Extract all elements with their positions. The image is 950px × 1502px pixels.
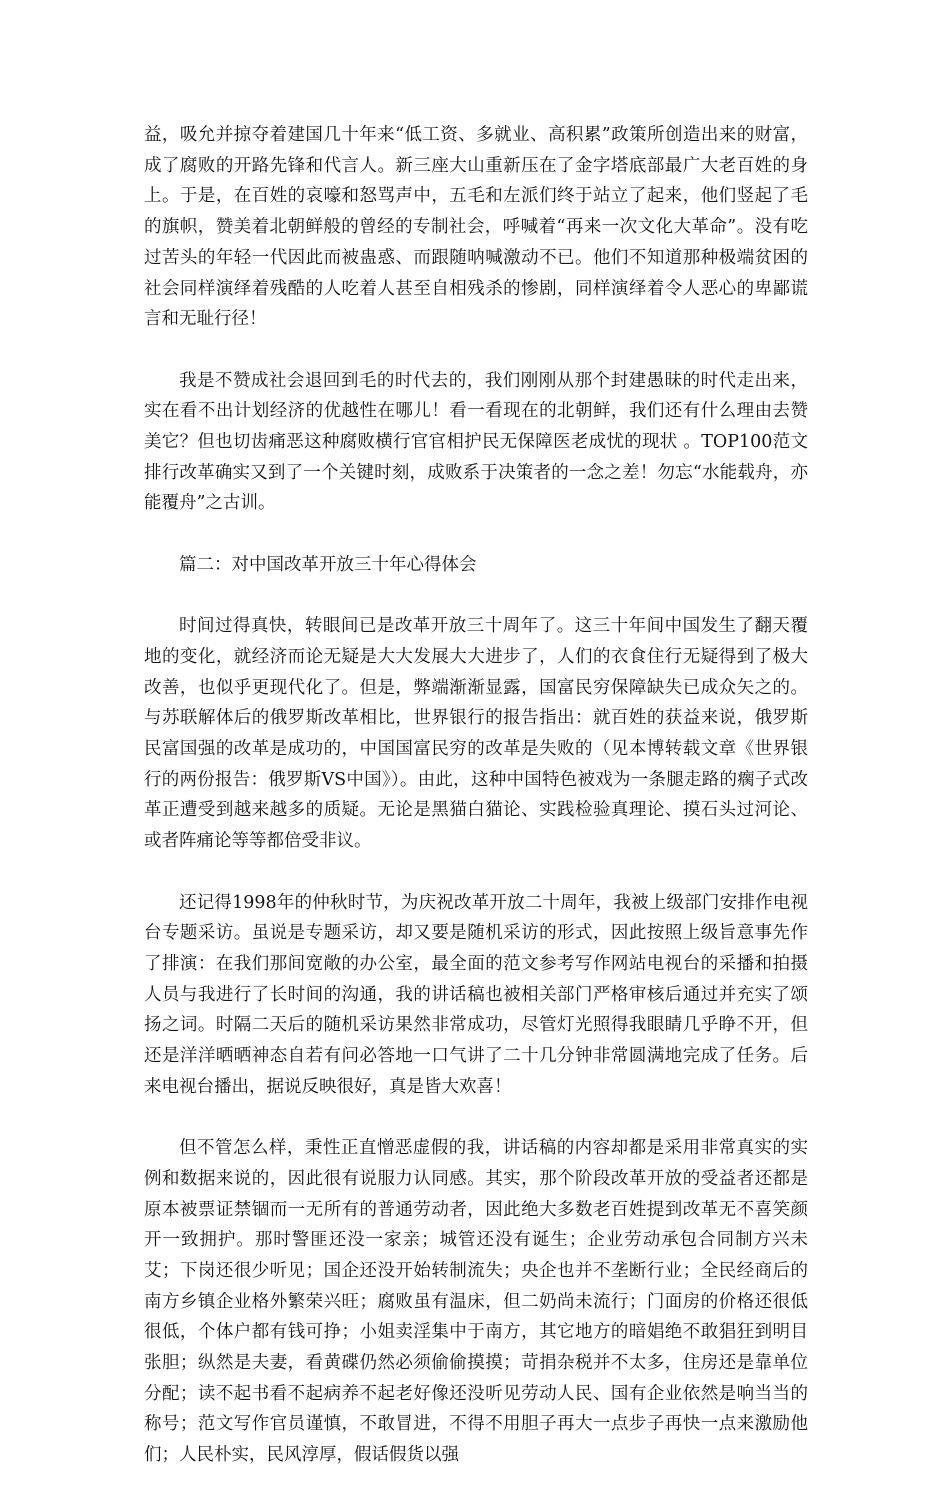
section-heading: 篇二：对中国改革开放三十年心得体会	[179, 554, 477, 575]
paragraph-details: 但不管怎么样，秉性正直憎恶虚假的我，讲话稿的内容却都是采用非常真实的实例和数据来说的，因此很有说服力认同感。其实，那个阶段改革开放的受益者还都是原本被票证禁锢而一无所有的普通劳动者，因此绝大多数老百姓提到改革无不喜笑颜开一致拥护。那时警匪还没一家亲；城管还没有诞生；企业劳动承包合同制方兴未艾；下岗还很少听见；国企还没开始转制流失；央企也并不垄断行业；全民经商后的南方乡镇企业格外繁荣兴旺；腐败虽有温床，但二奶尚未流行；门面房的价格还很低很低，个体户都有钱可挣；小姐卖淫集中于南方，其它地方的暗娼绝不敢猖狂到明目张胆；纵然是夫妻，看黄碟仍然必须偷偷摸摸；苛捐杂税并不太多，住房还是靠单位分配；读不起书看不起病养不起老好像还没听见劳动人民、国有企业依然是响当当的称号；范文写作官员谨慎，不敢冒进，不得不用胆子再大一点步子再快一点来激励他们；人民朴实，民风淳厚，假话假货以强	[144, 1138, 808, 1466]
paragraph-intro: 时间过得真快，转眼间已是改革开放三十周年了。这三十年间中国发生了翻天覆地的变化，就经济而论无疑是大大发展大大进步了，人们的衣食住行无疑得到了极大改善，也似乎更现代化了。但是，弊端渐渐显露，国富民穷保障缺失已成众矢之的。与苏联解体后的俄罗斯改革相比，世界银行的报告指出：就百姓的获益来说，俄罗斯民富国强的改革是成功的，中国国富民穷的改革是失败的（见本博转载文章《世界银行的两份报告：俄罗斯VS中国》）。由此，这种中国特色被戏为一条腿走路的瘸子式改革正遭受到越来越多的质疑。无论是黑猫白猫论、实践检验真理论、摸石头过河论、或者阵痛论等等都倍受非议。	[144, 616, 808, 852]
document-body	[144, 120, 808, 1502]
paragraph-opinion: 我是不赞成社会退回到毛的时代去的，我们刚刚从那个封建愚昧的时代走出来，实在看不出计划经济的优越性在哪儿！看一看现在的北朝鲜，我们还有什么理由去赞美它？但也切齿痛恶这种腐败横行官官相护民无保障医老成忧的现状 。TOP100范文排行改革确实又到了一个关键时刻，成败系于决策者的一念之差！勿忘“水能载舟，亦能覆舟”之古训。	[144, 370, 808, 514]
paragraph-continued: 益，吸允并掠夺着建国几十年来“低工资、多就业、高积累”政策所创造出来的财富，成了腐败的开路先锋和代言人。新三座大山重新压在了金字塔底部最广大老百姓的身上。于是，在百姓的哀嚎和怒骂声中，五毛和左派们终于站立了起来，他们竖起了毛的旗帜，赞美着北朝鲜般的曾经的专制社会，呼喊着“再来一次文化大革命”。没有吃过苦头的年轻一代因此而被蛊惑、而跟随呐喊激动不已。他们不知道那种极端贫困的社会同样演绎着残酷的人吃着人甚至自相残杀的惨剧，同样演绎着令人恶心的卑鄙谎言和无耻行径！	[144, 125, 808, 330]
paragraph-memory: 还记得1998年的仲秋时节，为庆祝改革开放二十周年，我被上级部门安排作电视台专题采访。虽说是专题采访，却又要是随机采访的形式，因此按照上级旨意事先作了排演：在我们那间宽敞的办公室，最全面的范文参考写作网站电视台的采播和拍摄人员与我进行了长时间的沟通，我的讲话稿也被相关部门严格审核后通过并充实了颂扬之词。时隔二天后的随机采访果然非常成功，尽管灯光照得我眼睛几乎睁不开，但还是洋洋晒晒神态自若有问必答地一口气讲了二十几分钟非常圆满地完成了任务。后来电视台播出，据说反映很好，真是皆大欢喜！	[144, 892, 808, 1097]
